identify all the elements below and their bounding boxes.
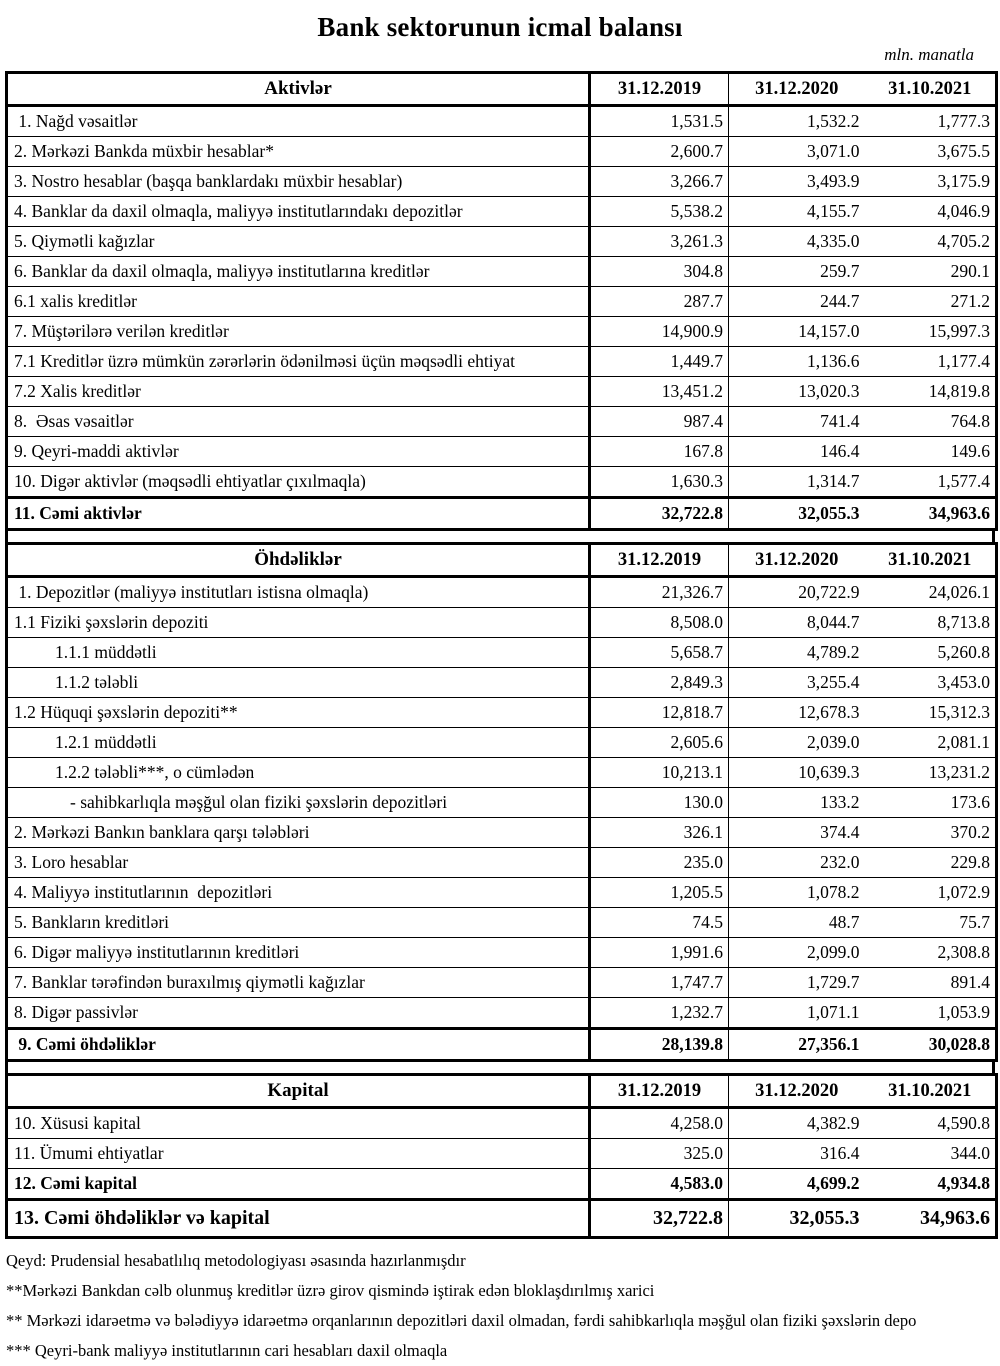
row-label: 7.1 Kreditlər üzrə mümkün zərərlərin ödənilməsi üçün məqsədli ehtiyat bbox=[7, 347, 590, 377]
table-row bbox=[7, 257, 997, 287]
row-value: 1,449.7 bbox=[590, 347, 729, 377]
row-label: 1. Nağd vəsaitlər bbox=[7, 106, 590, 137]
row-label: 4. Maliyyə institutlarının depozitləri bbox=[7, 878, 590, 908]
row-value: 4,590.8 bbox=[865, 1108, 997, 1139]
table-row bbox=[7, 437, 997, 467]
column-header: 31.10.2021 bbox=[865, 1075, 997, 1108]
row-label: 1.2 Hüquqi şəxslərin depoziti** bbox=[7, 698, 590, 728]
table-row bbox=[7, 377, 997, 407]
table-row bbox=[7, 106, 997, 137]
row-value: 8,044.7 bbox=[729, 608, 865, 638]
row-label: 1.1.1 müddətli bbox=[7, 638, 590, 668]
row-value: 14,900.9 bbox=[590, 317, 729, 347]
section-header-row bbox=[7, 1075, 997, 1108]
row-value: 235.0 bbox=[590, 848, 729, 878]
footnote-line: Qeyd: Prudensial hesabatlılıq metodologiyası əsasında hazırlanmışdır bbox=[6, 1251, 466, 1270]
row-value: 146.4 bbox=[729, 437, 865, 467]
row-value: 167.8 bbox=[590, 437, 729, 467]
row-label: 7.2 Xalis kreditlər bbox=[7, 377, 590, 407]
row-value: 8,508.0 bbox=[590, 608, 729, 638]
table-row bbox=[7, 227, 997, 257]
row-label: 9. Qeyri-maddi aktivlər bbox=[7, 437, 590, 467]
row-value: 10,213.1 bbox=[590, 758, 729, 788]
row-value: 3,071.0 bbox=[729, 137, 865, 167]
row-value: 1,729.7 bbox=[729, 968, 865, 998]
row-value: 229.8 bbox=[865, 848, 997, 878]
row-value: 1,991.6 bbox=[590, 938, 729, 968]
row-label: 1.2.2 tələbli***, o cümlədən bbox=[7, 758, 590, 788]
row-value: 13,231.2 bbox=[865, 758, 997, 788]
row-value: 13,020.3 bbox=[729, 377, 865, 407]
table-row bbox=[7, 1200, 997, 1238]
table-row bbox=[7, 608, 997, 638]
balance-sheet-tables bbox=[0, 71, 1000, 1239]
row-value: 1,777.3 bbox=[865, 106, 997, 137]
row-value: 4,699.2 bbox=[729, 1169, 865, 1200]
table-row bbox=[7, 577, 997, 608]
row-value: 5,538.2 bbox=[590, 197, 729, 227]
row-value: 14,819.8 bbox=[865, 377, 997, 407]
row-value: 133.2 bbox=[729, 788, 865, 818]
column-header: 31.12.2020 bbox=[729, 73, 865, 106]
row-label: 1.1.2 tələbli bbox=[7, 668, 590, 698]
column-header: 31.12.2020 bbox=[729, 1075, 865, 1108]
row-label: 10. Xüsusi kapital bbox=[7, 1108, 590, 1139]
table-row bbox=[7, 317, 997, 347]
row-value: 891.4 bbox=[865, 968, 997, 998]
row-value: 287.7 bbox=[590, 287, 729, 317]
unit-label: mln. manatla bbox=[884, 45, 974, 64]
section-table bbox=[5, 542, 998, 1062]
table-row bbox=[7, 638, 997, 668]
section-title: Öhdəliklər bbox=[7, 544, 590, 577]
row-value: 1,071.1 bbox=[729, 998, 865, 1029]
table-gap bbox=[5, 1062, 995, 1073]
row-value: 74.5 bbox=[590, 908, 729, 938]
table-row bbox=[7, 1029, 997, 1061]
column-header: 31.12.2019 bbox=[590, 73, 729, 106]
table-row bbox=[7, 1139, 997, 1169]
row-label: 13. Cəmi öhdəliklər və kapital bbox=[7, 1200, 590, 1238]
row-value: 741.4 bbox=[729, 407, 865, 437]
table-row bbox=[7, 167, 997, 197]
row-value: 1,630.3 bbox=[590, 467, 729, 498]
row-value: 1,314.7 bbox=[729, 467, 865, 498]
row-value: 326.1 bbox=[590, 818, 729, 848]
row-label: 12. Cəmi kapital bbox=[7, 1169, 590, 1200]
row-value: 4,046.9 bbox=[865, 197, 997, 227]
table-row bbox=[7, 818, 997, 848]
table-row bbox=[7, 698, 997, 728]
row-value: 344.0 bbox=[865, 1139, 997, 1169]
table-row bbox=[7, 287, 997, 317]
section-table bbox=[5, 1073, 998, 1239]
table-gap bbox=[5, 531, 995, 542]
row-value: 2,308.8 bbox=[865, 938, 997, 968]
row-label: 6.1 xalis kreditlər bbox=[7, 287, 590, 317]
row-value: 1,072.9 bbox=[865, 878, 997, 908]
row-value: 27,356.1 bbox=[729, 1029, 865, 1061]
row-value: 8,713.8 bbox=[865, 608, 997, 638]
column-header: 31.12.2019 bbox=[590, 1075, 729, 1108]
section-title: Kapital bbox=[7, 1075, 590, 1108]
section-header-row bbox=[7, 73, 997, 106]
row-value: 30,028.8 bbox=[865, 1029, 997, 1061]
row-value: 15,312.3 bbox=[865, 698, 997, 728]
row-value: 15,997.3 bbox=[865, 317, 997, 347]
table-row bbox=[7, 758, 997, 788]
table-row bbox=[7, 1169, 997, 1200]
row-value: 3,255.4 bbox=[729, 668, 865, 698]
table-row bbox=[7, 938, 997, 968]
row-value: 13,451.2 bbox=[590, 377, 729, 407]
row-label: 7. Müştərilərə verilən kreditlər bbox=[7, 317, 590, 347]
row-value: 130.0 bbox=[590, 788, 729, 818]
table-row bbox=[7, 668, 997, 698]
row-label: 3. Nostro hesablar (başqa banklardakı müxbir hesablar) bbox=[7, 167, 590, 197]
row-value: 34,963.6 bbox=[865, 1200, 997, 1238]
row-value: 3,493.9 bbox=[729, 167, 865, 197]
table-row bbox=[7, 728, 997, 758]
row-value: 2,099.0 bbox=[729, 938, 865, 968]
row-label: 10. Digər aktivlər (məqsədli ehtiyatlar çıxılmaqla) bbox=[7, 467, 590, 498]
row-value: 10,639.3 bbox=[729, 758, 865, 788]
row-value: 34,963.6 bbox=[865, 498, 997, 530]
row-value: 3,261.3 bbox=[590, 227, 729, 257]
footnote-line: ** Mərkəzi idarəetmə və bələdiyyə idarəetmə orqanlarının depozitləri daxil olmadan, fərdi sahibkarlıqla məşğul olan fiziki şəxslərin depo bbox=[6, 1311, 917, 1330]
column-header: 31.12.2020 bbox=[729, 544, 865, 577]
row-label: 8. Əsas vəsaitlər bbox=[7, 407, 590, 437]
row-value: 32,055.3 bbox=[729, 498, 865, 530]
column-header: 31.12.2019 bbox=[590, 544, 729, 577]
table-row bbox=[7, 998, 997, 1029]
row-value: 370.2 bbox=[865, 818, 997, 848]
row-label: 1.1 Fiziki şəxslərin depoziti bbox=[7, 608, 590, 638]
row-value: 1,053.9 bbox=[865, 998, 997, 1029]
row-value: 244.7 bbox=[729, 287, 865, 317]
row-value: 1,136.6 bbox=[729, 347, 865, 377]
row-label: 6. Digər maliyyə institutlarının kreditləri bbox=[7, 938, 590, 968]
footnotes bbox=[6, 1246, 1000, 1366]
row-value: 3,453.0 bbox=[865, 668, 997, 698]
row-value: 2,600.7 bbox=[590, 137, 729, 167]
table-row bbox=[7, 848, 997, 878]
row-value: 2,849.3 bbox=[590, 668, 729, 698]
row-value: 325.0 bbox=[590, 1139, 729, 1169]
row-value: 3,675.5 bbox=[865, 137, 997, 167]
row-value: 5,658.7 bbox=[590, 638, 729, 668]
row-label: 4. Banklar da daxil olmaqla, maliyyə institutlarındakı depozitlər bbox=[7, 197, 590, 227]
row-label: 2. Mərkəzi Bankda müxbir hesablar* bbox=[7, 137, 590, 167]
row-value: 4,258.0 bbox=[590, 1108, 729, 1139]
footnote-line: *** Qeyri-bank maliyyə institutlarının cari hesabları daxil olmaqla bbox=[6, 1341, 448, 1360]
table-row bbox=[7, 878, 997, 908]
row-value: 21,326.7 bbox=[590, 577, 729, 608]
table-row bbox=[7, 968, 997, 998]
row-value: 4,705.2 bbox=[865, 227, 997, 257]
table-row bbox=[7, 788, 997, 818]
footnote-line: **Mərkəzi Bankdan cəlb olunmuş kreditlər üzrə girov qismində iştirak edən bloklaşdırılmış xarici bbox=[6, 1281, 655, 1300]
row-label: 8. Digər passivlər bbox=[7, 998, 590, 1029]
section-title: Aktivlər bbox=[7, 73, 590, 106]
row-label: 5. Qiymətli kağızlar bbox=[7, 227, 590, 257]
row-label: 11. Cəmi aktivlər bbox=[7, 498, 590, 530]
row-value: 1,747.7 bbox=[590, 968, 729, 998]
row-label: 9. Cəmi öhdəliklər bbox=[7, 1029, 590, 1061]
row-value: 4,155.7 bbox=[729, 197, 865, 227]
row-value: 32,722.8 bbox=[590, 1200, 729, 1238]
row-value: 28,139.8 bbox=[590, 1029, 729, 1061]
row-label: 6. Banklar da daxil olmaqla, maliyyə institutlarına kreditlər bbox=[7, 257, 590, 287]
section-header-row bbox=[7, 544, 997, 577]
row-label: 1. Depozitlər (maliyyə institutları istisna olmaqla) bbox=[7, 577, 590, 608]
row-value: 1,531.5 bbox=[590, 106, 729, 137]
table-row bbox=[7, 498, 997, 530]
table-row bbox=[7, 908, 997, 938]
row-value: 1,205.5 bbox=[590, 878, 729, 908]
table-row bbox=[7, 197, 997, 227]
row-value: 316.4 bbox=[729, 1139, 865, 1169]
row-value: 20,722.9 bbox=[729, 577, 865, 608]
row-value: 4,382.9 bbox=[729, 1108, 865, 1139]
row-label: 5. Bankların kreditləri bbox=[7, 908, 590, 938]
row-value: 259.7 bbox=[729, 257, 865, 287]
row-value: 2,039.0 bbox=[729, 728, 865, 758]
row-value: 1,532.2 bbox=[729, 106, 865, 137]
row-label: 11. Ümumi ehtiyatlar bbox=[7, 1139, 590, 1169]
table-row bbox=[7, 347, 997, 377]
row-value: 1,177.4 bbox=[865, 347, 997, 377]
table-row bbox=[7, 407, 997, 437]
row-value: 3,266.7 bbox=[590, 167, 729, 197]
row-value: 4,934.8 bbox=[865, 1169, 997, 1200]
row-label: - sahibkarlıqla məşğul olan fiziki şəxslərin depozitləri bbox=[7, 788, 590, 818]
section-table bbox=[5, 71, 998, 531]
row-value: 374.4 bbox=[729, 818, 865, 848]
row-value: 12,678.3 bbox=[729, 698, 865, 728]
row-value: 173.6 bbox=[865, 788, 997, 818]
row-value: 14,157.0 bbox=[729, 317, 865, 347]
row-label: 2. Mərkəzi Bankın banklara qarşı tələbləri bbox=[7, 818, 590, 848]
row-value: 48.7 bbox=[729, 908, 865, 938]
row-value: 1,577.4 bbox=[865, 467, 997, 498]
row-value: 149.6 bbox=[865, 437, 997, 467]
row-value: 32,722.8 bbox=[590, 498, 729, 530]
row-value: 32,055.3 bbox=[729, 1200, 865, 1238]
row-value: 3,175.9 bbox=[865, 167, 997, 197]
row-value: 12,818.7 bbox=[590, 698, 729, 728]
table-row bbox=[7, 467, 997, 498]
row-label: 7. Banklar tərəfindən buraxılmış qiymətli kağızlar bbox=[7, 968, 590, 998]
row-value: 4,789.2 bbox=[729, 638, 865, 668]
row-value: 1,078.2 bbox=[729, 878, 865, 908]
row-value: 5,260.8 bbox=[865, 638, 997, 668]
row-value: 24,026.1 bbox=[865, 577, 997, 608]
page-title: Bank sektorunun icmal balansı bbox=[317, 12, 683, 42]
row-value: 290.1 bbox=[865, 257, 997, 287]
row-value: 764.8 bbox=[865, 407, 997, 437]
row-value: 987.4 bbox=[590, 407, 729, 437]
row-value: 271.2 bbox=[865, 287, 997, 317]
row-value: 2,605.6 bbox=[590, 728, 729, 758]
table-row bbox=[7, 1108, 997, 1139]
column-header: 31.10.2021 bbox=[865, 73, 997, 106]
row-value: 75.7 bbox=[865, 908, 997, 938]
row-label: 3. Loro hesablar bbox=[7, 848, 590, 878]
row-value: 1,232.7 bbox=[590, 998, 729, 1029]
column-header: 31.10.2021 bbox=[865, 544, 997, 577]
row-value: 2,081.1 bbox=[865, 728, 997, 758]
table-row bbox=[7, 137, 997, 167]
row-value: 232.0 bbox=[729, 848, 865, 878]
row-value: 304.8 bbox=[590, 257, 729, 287]
row-value: 4,335.0 bbox=[729, 227, 865, 257]
row-value: 4,583.0 bbox=[590, 1169, 729, 1200]
row-label: 1.2.1 müddətli bbox=[7, 728, 590, 758]
